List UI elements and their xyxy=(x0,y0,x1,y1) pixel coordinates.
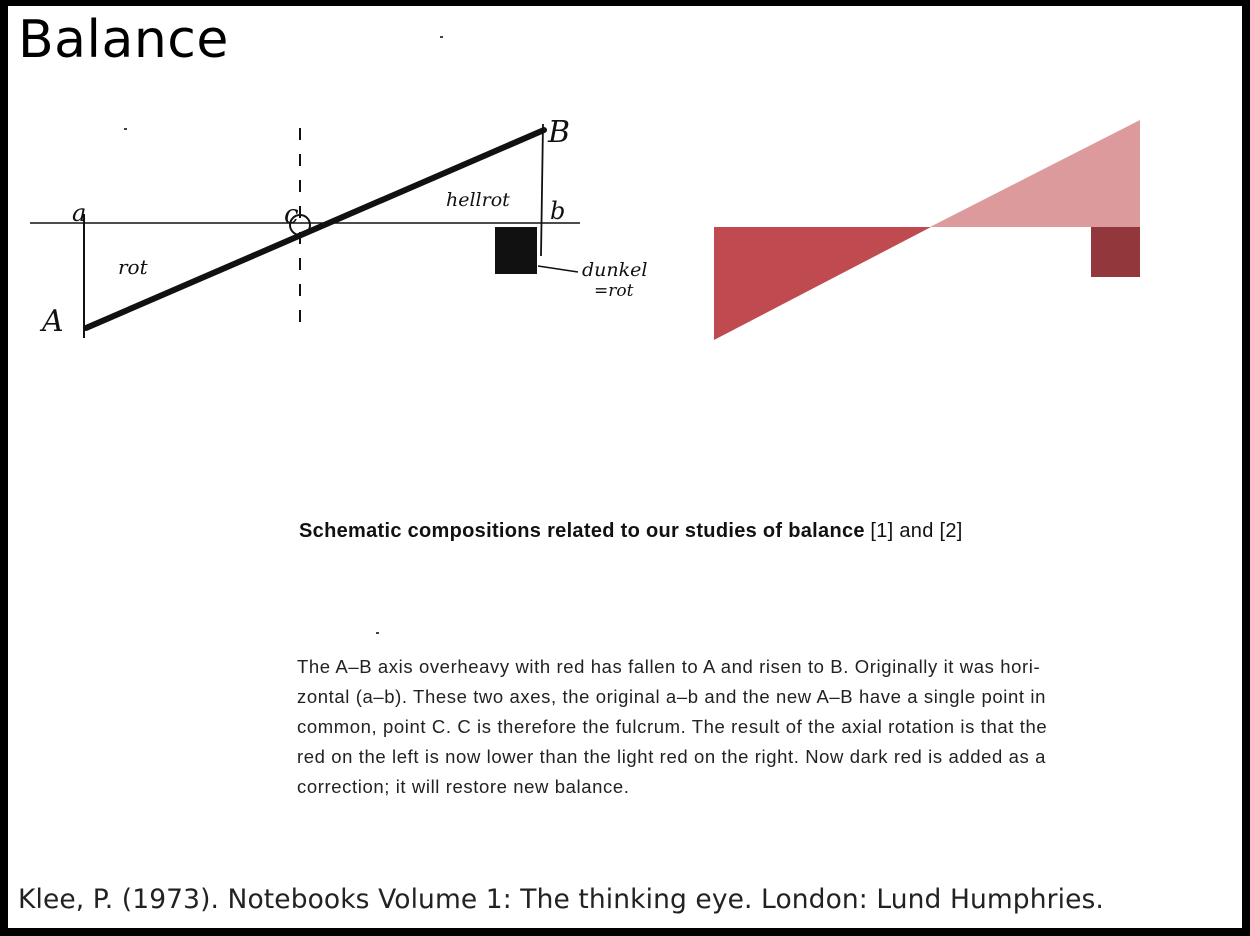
label-rot: rot xyxy=(118,255,148,279)
label-A: A xyxy=(42,304,64,339)
vertical-line-b xyxy=(541,124,543,256)
balance-sketch xyxy=(28,106,688,346)
description-line: The A–B axis overheavy with red has fallen to A and risen to B. Originally it was hori- xyxy=(297,656,1041,677)
slide-canvas xyxy=(8,6,1242,928)
dark-weight-block xyxy=(495,227,537,274)
label-a: a xyxy=(72,199,87,227)
description-line: common, point C. C is therefore the fulcrum. The result of the axial rotation is that the xyxy=(297,716,1048,737)
label-dunkel: dunkel xyxy=(582,259,648,281)
label-eq-rot: =rot xyxy=(594,281,634,301)
description-line: red on the left is now lower than the light red on the right. Now dark red is added as a xyxy=(297,746,1047,767)
slide-title: Balance xyxy=(18,10,229,70)
description-line: correction; it will restore new balance. xyxy=(297,776,630,797)
description-line: zontal (a–b). These two axes, the original a–b and the new A–B have a single point in xyxy=(297,686,1046,707)
caption-bold-text: Schematic compositions related to our studies of balance xyxy=(299,520,865,542)
tilted-axis-line xyxy=(86,130,544,328)
figure-caption xyxy=(299,520,963,543)
label-b: b xyxy=(550,197,566,225)
description-paragraph xyxy=(297,652,1201,802)
label-B: B xyxy=(548,115,571,150)
dark-red-square xyxy=(1091,227,1140,277)
light-red-triangle xyxy=(930,120,1140,227)
citation: Klee, P. (1973). Notebooks Volume 1: The thinking eye. London: Lund Humphries. xyxy=(18,884,1104,915)
scan-speck xyxy=(440,36,443,38)
pointer-line xyxy=(538,266,578,272)
label-c: c xyxy=(284,200,299,230)
red-triangle xyxy=(714,227,931,340)
balance-color-diagram xyxy=(708,116,1148,351)
label-hellrot: hellrot xyxy=(446,189,510,211)
scan-speck xyxy=(376,632,379,634)
caption-references: [1] and [2] xyxy=(870,520,963,542)
